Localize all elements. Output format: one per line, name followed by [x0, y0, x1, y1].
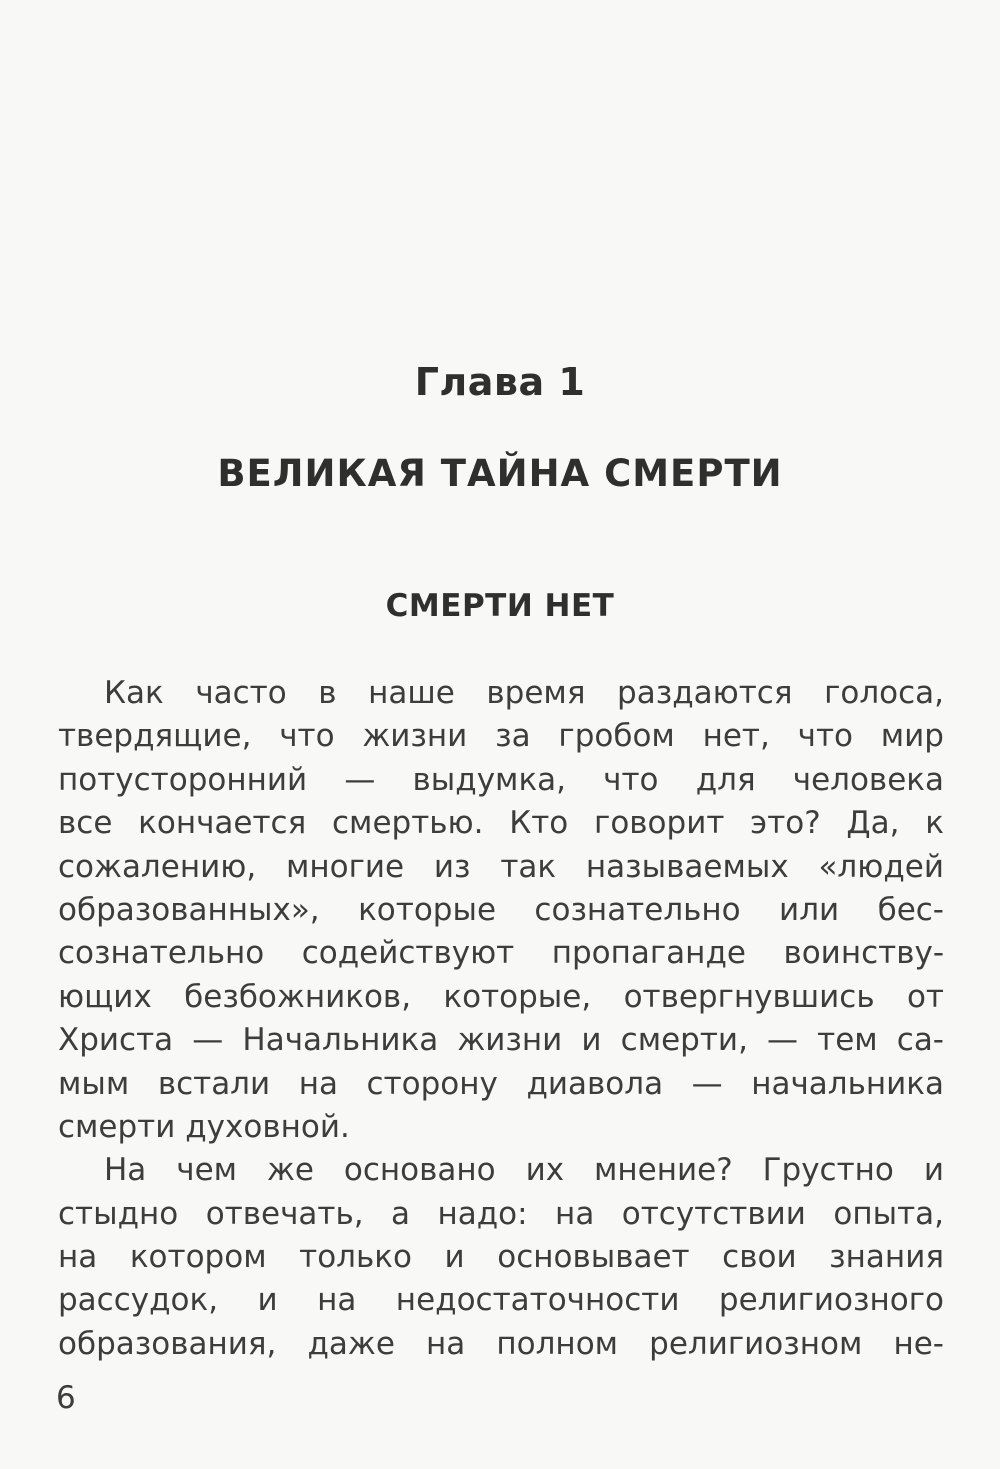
paragraph-1 [58, 672, 944, 1149]
text-line: образованных», которые сознательно или бес- [58, 891, 944, 928]
text-line: Христа — Начальника жизни и смерти, — тем са- [58, 1022, 944, 1059]
text-line: образования, даже на полном религиозном не- [58, 1325, 944, 1362]
text-line: потусторонний — выдумка, что для человека [58, 761, 944, 798]
text-line: сожалению, многие из так называемых «людей [58, 848, 944, 885]
page-number: 6 [56, 1380, 76, 1416]
text-line: ющих безбожников, которые, отвергнувшись от [58, 978, 944, 1015]
text-line: смерти духовной. [58, 1108, 350, 1145]
text-line: На чем же основано их мнение? Грустно и [104, 1152, 944, 1189]
text-line: все кончается смертью. Кто говорит это? Да, к [58, 805, 944, 842]
text-line: твердящие, что жизни за гробом нет, что мир [58, 718, 944, 755]
text-line: стыдно отвечать, а надо: на отсутствии опыта, [58, 1195, 944, 1232]
text-line: на котором только и основывает свои знания [58, 1239, 944, 1276]
chapter-label: Глава 1 [414, 360, 586, 404]
paragraph-2 [58, 1149, 944, 1366]
text-line: рассудок, и на недостаточности религиозного [58, 1282, 944, 1319]
text-line: Как часто в наше время раздаются голоса, [104, 675, 944, 711]
text-line: сознательно содействуют пропаганде воинству- [58, 935, 944, 972]
chapter-title: ВЕЛИКАЯ ТАЙНА СМЕРТИ [217, 452, 783, 495]
body-text [58, 672, 944, 1366]
text-line: мым встали на сторону диавола — начальника [58, 1065, 944, 1102]
section-title: СМЕРТИ НЕТ [385, 588, 615, 624]
